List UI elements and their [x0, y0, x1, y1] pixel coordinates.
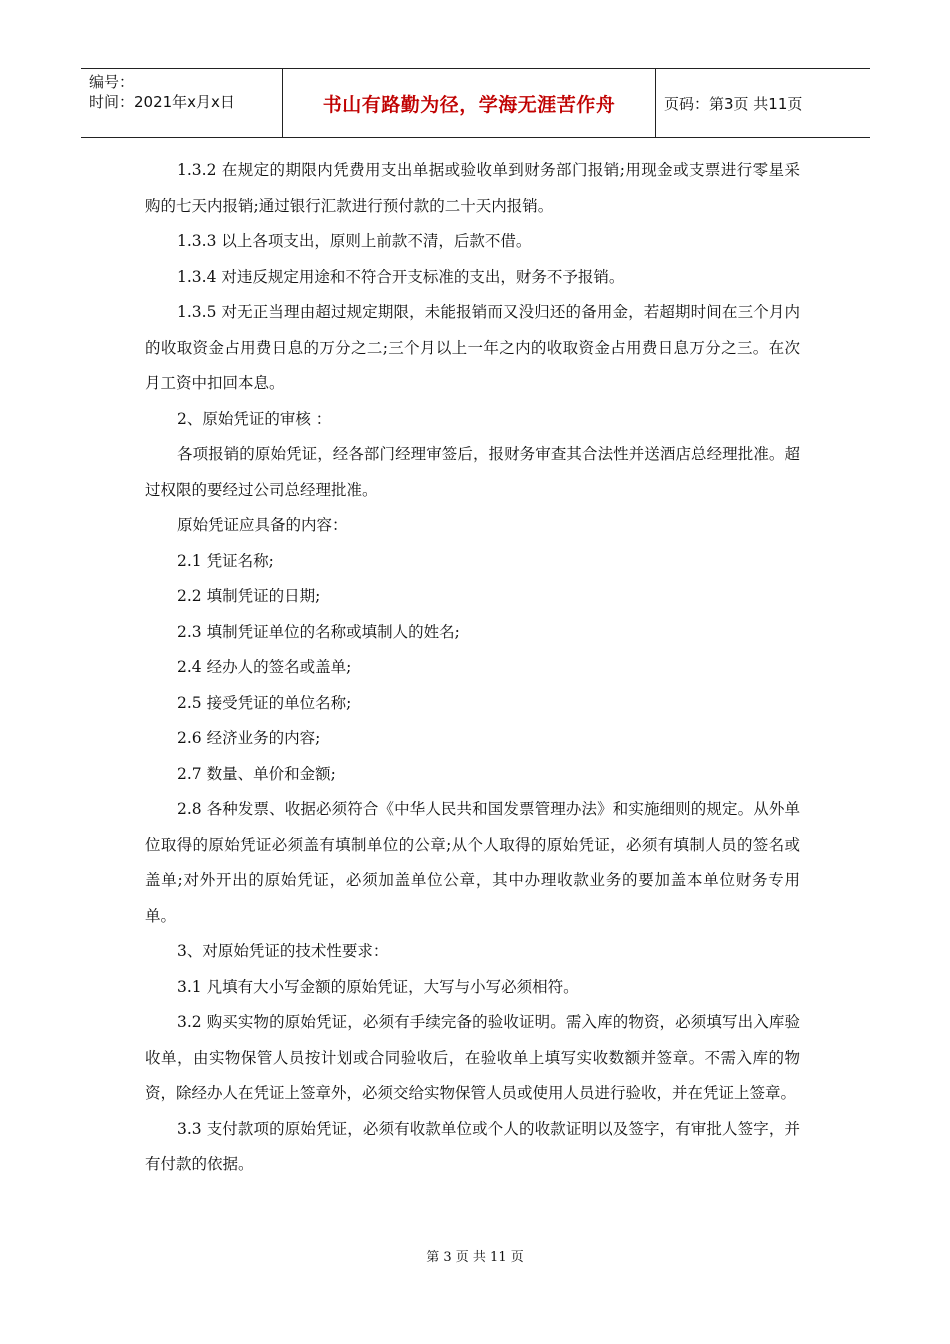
list-item: 3.3 支付款项的原始凭证，必须有收款单位或个人的收款证明以及签字，有审批人签字，并有付款的依据。 [145, 1119, 800, 1173]
list-item: 3.2 购买实物的原始凭证，必须有手续完备的验收证明。需入库的物资，必须填写出入库验收单，由实物保管人员按计划或合同验收后，在验收单上填写实收数额并签章。不需入库的物资，除经办人在凭证上签章外，必须交给实物保管人员或使用人员进行验收，并在凭证上签章。 [145, 1013, 800, 1102]
list-item: 2.1 凭证名称; [177, 551, 274, 570]
paragraph: 1.3.2 在规定的期限内凭费用支出单据或验收单到财务部门报销;用现金或支票进行零星采购的七天内报销;通过银行汇款进行预付款的二十天内报销。 [145, 161, 800, 215]
list-item: 2.7 数量、单价和金额; [177, 764, 336, 783]
section-heading: 2、原始凭证的审核 ： [177, 409, 332, 428]
document-number-label: 编号： [89, 73, 135, 91]
page-footer: 第 3 页 共 11 页 [426, 1250, 524, 1265]
header-meta [81, 69, 282, 137]
document-body [145, 153, 800, 1183]
paragraph: 各项报销的原始凭证，经各部门经理审签后，报财务审查其合法性并送酒店总经理批准。超过权限的要经过公司总经理批准。 [145, 445, 800, 499]
list-item: 3.1 凡填有大小写金额的原始凭证，大写与小写必须相符。 [177, 977, 579, 996]
paragraph: 原始凭证应具备的内容： [177, 516, 348, 534]
paragraph: 1.3.4 对违反规定用途和不符合开支标准的支出，财务不予报销。 [177, 267, 625, 286]
list-item: 2.4 经办人的签名或盖单; [177, 658, 352, 676]
document-date: 时间：2021年x月x日 [89, 93, 235, 111]
list-item: 2.5 接受凭证的单位名称; [177, 693, 352, 712]
header-motto: 书山有路勤为径，学海无涯苦作舟 [322, 93, 616, 116]
header-page-cell [656, 69, 870, 137]
header-page-info: 页码：第3页 共11页 [664, 94, 803, 113]
paragraph: 1.3.3 以上各项支出，原则上前款不清，后款不借。 [177, 232, 532, 250]
header-motto-cell [282, 69, 656, 137]
list-item: 2.3 填制凭证单位的名称或填制人的姓名; [177, 622, 460, 641]
list-item: 2.2 填制凭证的日期; [177, 587, 321, 605]
section-heading: 3、对原始凭证的技术性要求： [177, 942, 389, 960]
list-item: 2.8 各种发票、收据必须符合《中华人民共和国发票管理办法》和实施细则的规定。从外单位取得的原始凭证必须盖有填制单位的公章;从个人取得的原始凭证，必须有填制人员的签名或盖单;对外开出的原始凭证，必须加盖单位公章，其中办理收款业务的要加盖本单位财务专用单。 [145, 800, 800, 925]
page-header [81, 68, 870, 138]
paragraph: 1.3.5 对无正当理由超过规定期限，未能报销而又没归还的备用金，若超期时间在三个月内的收取资金占用费日息的万分之二;三个月以上一年之内的收取资金占用费日息万分之三。在次月工资中扣回本息。 [145, 303, 800, 392]
list-item: 2.6 经济业务的内容; [177, 729, 321, 747]
